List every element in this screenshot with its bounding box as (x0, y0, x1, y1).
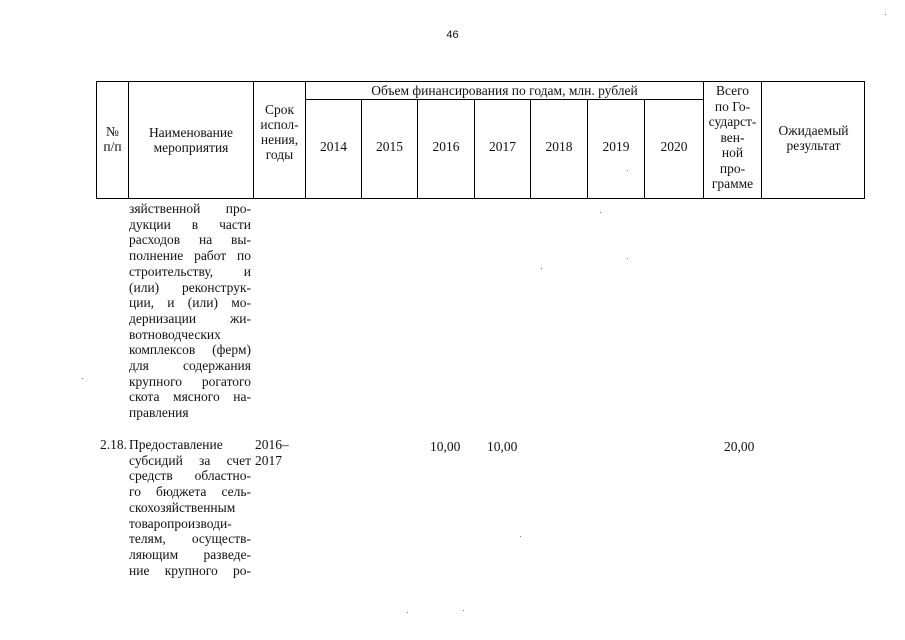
col-result-header: Ожидаемый результат (778, 123, 849, 153)
scan-speck (627, 170, 628, 171)
page-number: 46 (446, 29, 459, 41)
year-2014-header: 2014 (320, 139, 347, 154)
col-name-header: Наименование мероприятия (148, 125, 234, 155)
year-2019-header: 2019 (602, 139, 630, 154)
scan-speck (520, 536, 521, 537)
scan-speck (885, 14, 886, 15)
col-number-header: № п/п (103, 124, 122, 154)
year-2016-header: 2016 (432, 139, 460, 154)
total-value: 20,00 (724, 439, 755, 454)
continued-row-description: зяйственной про- дукции в части расходов на вы- полнение работ по строительству, и (или) реконструк- ции, и (или) мо- дернизации жи- вотноводческих комплексов (ферм) для содержания крупного рогатого скота мясного на- правления (129, 201, 251, 421)
year-2020-header: 2020 (660, 139, 688, 154)
row-description: Предоставление субсидий за счет средств областно- го бюджета сель- скохозяйственным товаропроизводи- телям, осуществ- ляющим разведе- ние крупного ро- (129, 437, 251, 578)
year-2015-header: 2015 (376, 139, 403, 154)
scan-speck (82, 378, 83, 379)
row-number: 2.18. (100, 437, 127, 452)
scan-speck (407, 612, 408, 613)
value-2017: 10,00 (487, 439, 518, 454)
value-2016: 10,00 (430, 439, 461, 454)
year-2018-header: 2018 (545, 139, 573, 154)
row-term: 2016– 2017 (255, 437, 289, 468)
scan-speck (541, 268, 542, 269)
col-term-header: Срок испол- нения, годы (260, 102, 299, 162)
col-total-header: Всего по Го- сударст- вен- ной про- грамме (708, 83, 757, 191)
scan-speck (463, 610, 464, 611)
scan-speck (627, 258, 628, 259)
financing-title: Объем финансирования по годам, млн. рублей (371, 83, 638, 98)
year-2017-header: 2017 (489, 139, 516, 154)
table-header (96, 81, 865, 199)
scan-speck (600, 212, 601, 213)
